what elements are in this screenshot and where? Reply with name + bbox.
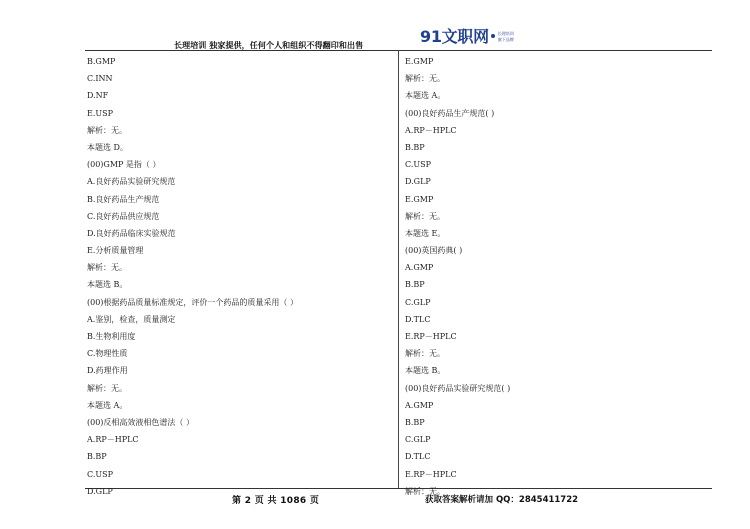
site-logo: [420, 28, 514, 46]
text-line: D.TLC: [405, 452, 431, 462]
text-line: 本题选 E。: [405, 228, 446, 238]
header-notice: 长理培训 独家提供，任何个人和组织不得翻印和出售: [174, 41, 364, 50]
text-line: E.分析质量管理: [87, 246, 144, 256]
text-line: A.GMP: [405, 400, 434, 410]
text-line: B.GMP: [87, 57, 116, 66]
column-divider: [398, 50, 399, 488]
text-line: D.良好药品临床实验规范: [87, 228, 176, 238]
text-line: A.RP－HPLC: [405, 125, 457, 135]
text-line: 解析：无。: [405, 486, 445, 496]
text-line: A.RP－HPLC: [87, 435, 139, 445]
text-line: E.RP－HPLC: [405, 469, 457, 479]
text-line: 本题选 A。: [87, 400, 128, 410]
text-line: D.GLP: [87, 486, 113, 496]
text-line: A.鉴别，检查，质量测定: [87, 314, 176, 324]
text-line: B.BP: [405, 280, 425, 290]
text-line: 解析：无。: [405, 349, 445, 359]
logo-tagline-line-1: 长理培训: [497, 31, 514, 36]
text-line: C.GLP: [405, 435, 431, 445]
text-line: B.BP: [405, 417, 425, 427]
left-column: [87, 53, 392, 500]
text-line: C.GLP: [405, 297, 431, 307]
text-line: 解析：无。: [87, 125, 127, 135]
logo-tagline: [498, 31, 514, 43]
text-line: B.生物利用度: [87, 332, 136, 341]
text-line: C.USP: [405, 160, 431, 170]
text-line: (00)英国药典( ): [405, 246, 463, 256]
text-line: (00)GMP 是指（ ）: [87, 160, 161, 170]
text-line: A.GMP: [405, 263, 434, 273]
text-line: (00)反相高效液相色谱法（ ）: [87, 417, 194, 427]
text-line: C.物理性质: [87, 349, 128, 359]
text-line: E.GMP: [405, 194, 434, 204]
text-line: (00)根据药品质量标准规定，评价一个药品的质量采用（ ）: [87, 297, 298, 307]
contact-info: 获取答案解析请加 QQ：2845411722: [425, 495, 579, 505]
text-line: E.GMP: [405, 57, 434, 66]
text-line: D.TLC: [405, 314, 431, 324]
logo-text: 91文职网: [420, 27, 489, 46]
text-line: B.BP: [87, 452, 107, 462]
logo-tagline-line-2: 旗下品牌: [497, 37, 514, 42]
text-line: 本题选 B。: [87, 280, 128, 290]
logo-dot-icon: [491, 34, 495, 38]
text-line: C.良好药品供应规范: [87, 211, 160, 221]
text-line: 解析：无。: [405, 74, 445, 84]
text-line: 本题选 B。: [405, 366, 446, 376]
text-line: 本题选 A。: [405, 91, 446, 101]
text-line: E.RP－HPLC: [405, 332, 457, 341]
text-line: D.GLP: [405, 177, 431, 187]
text-line: 解析：无。: [87, 263, 127, 273]
text-line: E.USP: [87, 108, 113, 118]
text-line: 解析：无。: [87, 383, 127, 393]
text-line: D.NF: [87, 91, 109, 101]
text-line: D.药理作用: [87, 366, 128, 376]
text-line: C.INN: [87, 74, 113, 84]
text-line: C.USP: [87, 469, 113, 479]
text-line: (00)良好药品生产规范( ): [405, 108, 495, 118]
text-line: 本题选 D。: [87, 142, 128, 152]
page-number: 第 2 页 共 1086 页: [232, 496, 320, 506]
text-line: 解析：无。: [405, 211, 445, 221]
right-column: [405, 53, 710, 500]
text-line: B.BP: [405, 142, 425, 152]
text-line: B.良好药品生产规范: [87, 194, 160, 204]
text-line: A.良好药品实验研究规范: [87, 177, 176, 187]
text-line: (00)良好药品实验研究规范( ): [405, 383, 511, 393]
